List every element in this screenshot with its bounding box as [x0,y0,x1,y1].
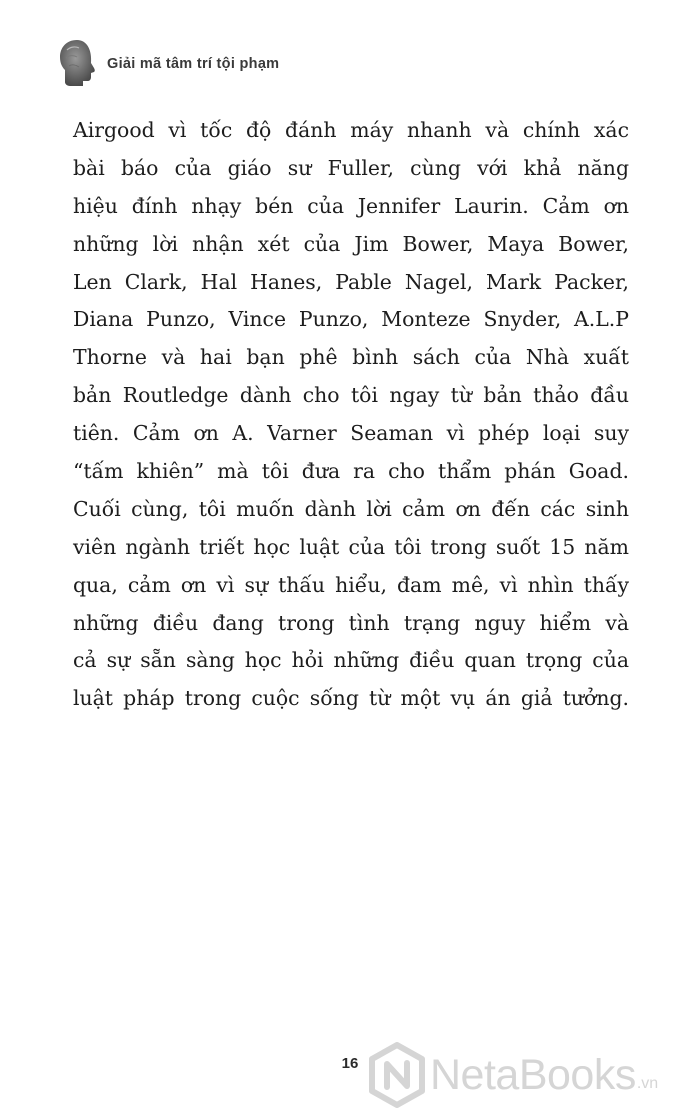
watermark-brand: NetaBooks [430,1050,636,1099]
text-line: những điều đang trong tình trạng nguy hiểm và [73,610,629,635]
text-line: hiệu đính nhạy bén của Jennifer Laurin. Cảm ơn [73,193,629,218]
running-header [57,38,279,88]
text-line: Airgood vì tốc độ đánh máy nhanh và chính xác [73,118,629,142]
head-silhouette-icon [57,38,97,88]
text-line: những lời nhận xét của Jim Bower, Maya Bower, [73,231,629,256]
text-line: luật pháp trong cuộc sống từ một vụ án giả tưởng. [73,686,629,711]
text-line: viên ngành triết học luật của tôi trong suốt 15 năm [73,534,629,559]
text-line: cả sự sẵn sàng học hỏi những điều quan trọng của [73,648,629,673]
netabooks-logo-icon [368,1042,426,1108]
text-line: qua, cảm ơn vì sự thấu hiểu, đam mê, vì nhìn thấy [73,572,629,597]
watermark [368,1040,658,1110]
watermark-tld: .vn [636,1075,659,1092]
page-number: 16 [341,1055,359,1072]
text-line: bài báo của giáo sư Fuller, cùng với khả năng [73,155,629,180]
text-line: Cuối cùng, tôi muốn dành lời cảm ơn đến các sinh [73,496,629,521]
text-line: Thorne và hai bạn phê bình sách của Nhà xuất [73,345,629,370]
text-line: “tấm khiên” mà tôi đưa ra cho thẩm phán Goad. [73,459,629,484]
text-line: tiên. Cảm ơn A. Varner Seaman vì phép loại suy [73,421,629,446]
body-paragraph [73,112,629,718]
text-line: bản Routledge dành cho tôi ngay từ bản thảo đầu [73,383,629,408]
running-title: Giải mã tâm trí tội phạm [107,56,280,72]
text-line: Len Clark, Hal Hanes, Pable Nagel, Mark Packer, [73,269,629,294]
text-line: Diana Punzo, Vince Punzo, Monteze Snyder, A.L.P [73,307,629,332]
